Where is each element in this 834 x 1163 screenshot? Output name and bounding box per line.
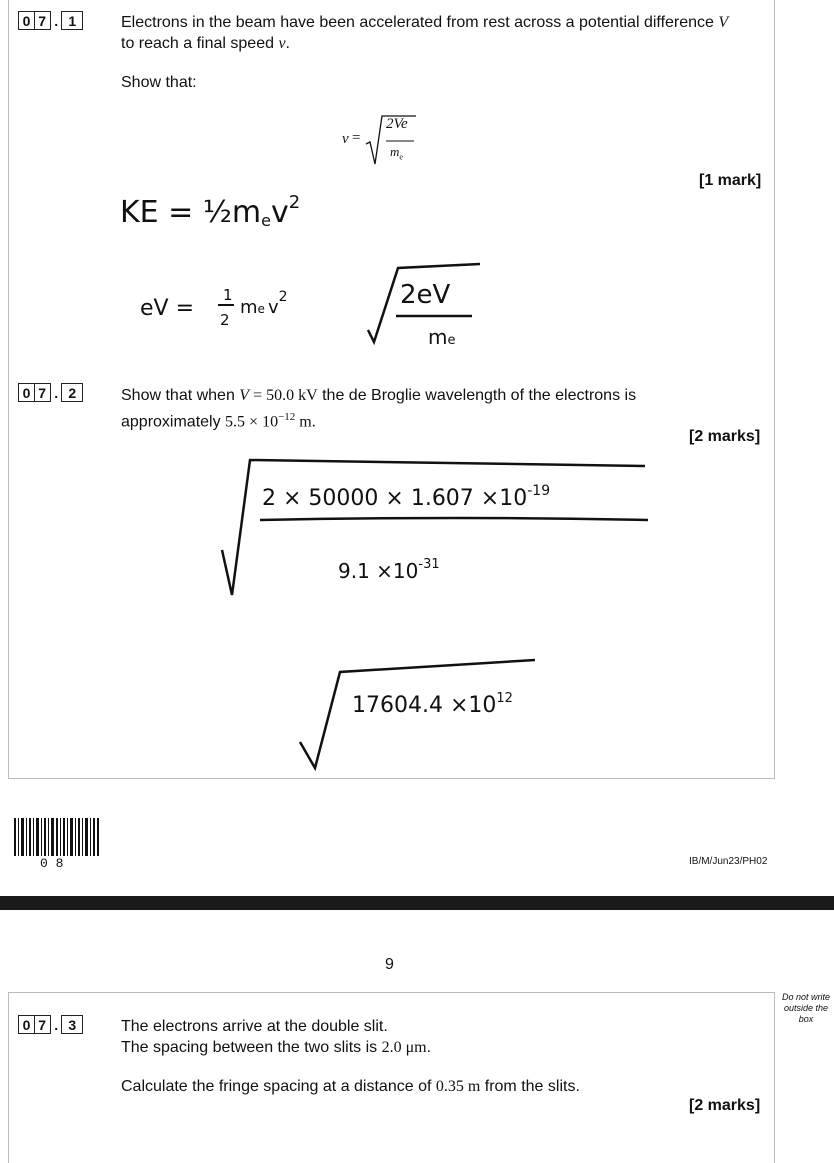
qnum-digit: 2 (61, 383, 83, 402)
hw-denominator: $9.1 \times 10^{-31}$ (338, 557, 440, 583)
margin-note-line: box (798, 1014, 814, 1024)
question-number-07-2: 0 7 . 2 (18, 383, 82, 402)
var-V: V (718, 14, 729, 31)
eq-denominator (390, 144, 403, 162)
margin-note-line: Do not write (781, 992, 831, 1002)
q2-line2 (121, 407, 316, 432)
hw-root-num: 2eV (400, 280, 451, 310)
var-V: V (239, 387, 250, 404)
margin-note-line: outside the (783, 1003, 829, 1013)
barcode (14, 818, 100, 856)
q3-marks: [2 marks] (689, 1097, 761, 1114)
qnum-digit: 7 (34, 11, 51, 30)
q2-text: the de Broglie wavelength of the electrons is (317, 387, 637, 404)
q3-text: from the slits. (480, 1078, 580, 1095)
q3-line3 (121, 1076, 580, 1097)
qnum-digit: 0 (18, 383, 35, 402)
eq-numerator: 2Ve (386, 116, 408, 132)
q1-text: Electrons in the beam have been accelerated from rest across a potential difference (121, 14, 719, 31)
q2-value: 5.5 × 10 (225, 413, 279, 431)
q2-line1 (121, 385, 636, 406)
q2-unit: m. (295, 413, 316, 431)
eq-equals: = (352, 130, 361, 146)
hw-numerator: $2 \times 50000 \times 1.607 \times 10^{-19}$ (262, 483, 551, 511)
paper-code: IB/M/Jun23/PH02 (689, 856, 768, 867)
q1-line2 (121, 33, 290, 54)
hw-root2: $17604.4 \times 10^{12}$ (352, 691, 513, 718)
handwritten-working-2 (210, 450, 670, 780)
qnum-digit: 3 (61, 1015, 83, 1034)
q3-distance: 0.35 m (435, 1078, 481, 1095)
handwritten-working-1 (110, 180, 510, 360)
barcode-number: 0 8 (40, 856, 64, 871)
hw-ev: eV = (140, 296, 195, 321)
page-separator (0, 896, 834, 910)
equation-v (342, 112, 422, 170)
eq-den-sub: e (399, 152, 403, 162)
page-number: 9 (385, 956, 394, 973)
q1-text: to reach a final speed (121, 35, 279, 52)
q1-line1 (121, 12, 728, 33)
q3-slit-spacing: 2.0 μm (381, 1039, 427, 1056)
qnum-digit: 7 (34, 383, 51, 402)
q3-line2 (121, 1037, 431, 1058)
hw-root-den: me (428, 325, 456, 349)
show-that-label: Show that: (121, 74, 197, 91)
qnum-digit: 0 (18, 1015, 35, 1034)
hw-ev-rest: me $v^2$ (240, 289, 288, 318)
q2-marks: [2 marks] (689, 428, 761, 445)
q2-voltage: = 50.0 kV (249, 387, 318, 404)
q3-text: Calculate the fringe spacing at a distance of (121, 1078, 436, 1095)
question-number-07-3: 0 7 . 3 (18, 1015, 82, 1034)
q2-text: approximately (121, 413, 226, 431)
eq-v: v (342, 131, 349, 147)
q1-marks: [1 mark] (699, 172, 762, 189)
hw-frac-num: 1 (223, 286, 233, 304)
q3-text: The spacing between the two slits is (121, 1039, 382, 1056)
q3-line1: The electrons arrive at the double slit. (121, 1018, 388, 1035)
qnum-digit: 7 (34, 1015, 51, 1034)
q1-text: . (285, 35, 290, 52)
qnum-digit: 0 (18, 11, 35, 30)
qnum-digit: 1 (61, 11, 83, 30)
hw-ke: KE = ½mev$^2$ (120, 192, 301, 230)
q3-text: . (426, 1039, 432, 1056)
margin-note (776, 992, 834, 1025)
q2-text: Show that when (121, 387, 240, 404)
var-v: v (278, 35, 286, 52)
q2-exponent: −12 (278, 411, 296, 423)
eq-den-m: m (390, 144, 400, 159)
question-number-07-1: 0 7 . 1 (18, 11, 82, 30)
hw-frac-den: 2 (220, 311, 230, 329)
